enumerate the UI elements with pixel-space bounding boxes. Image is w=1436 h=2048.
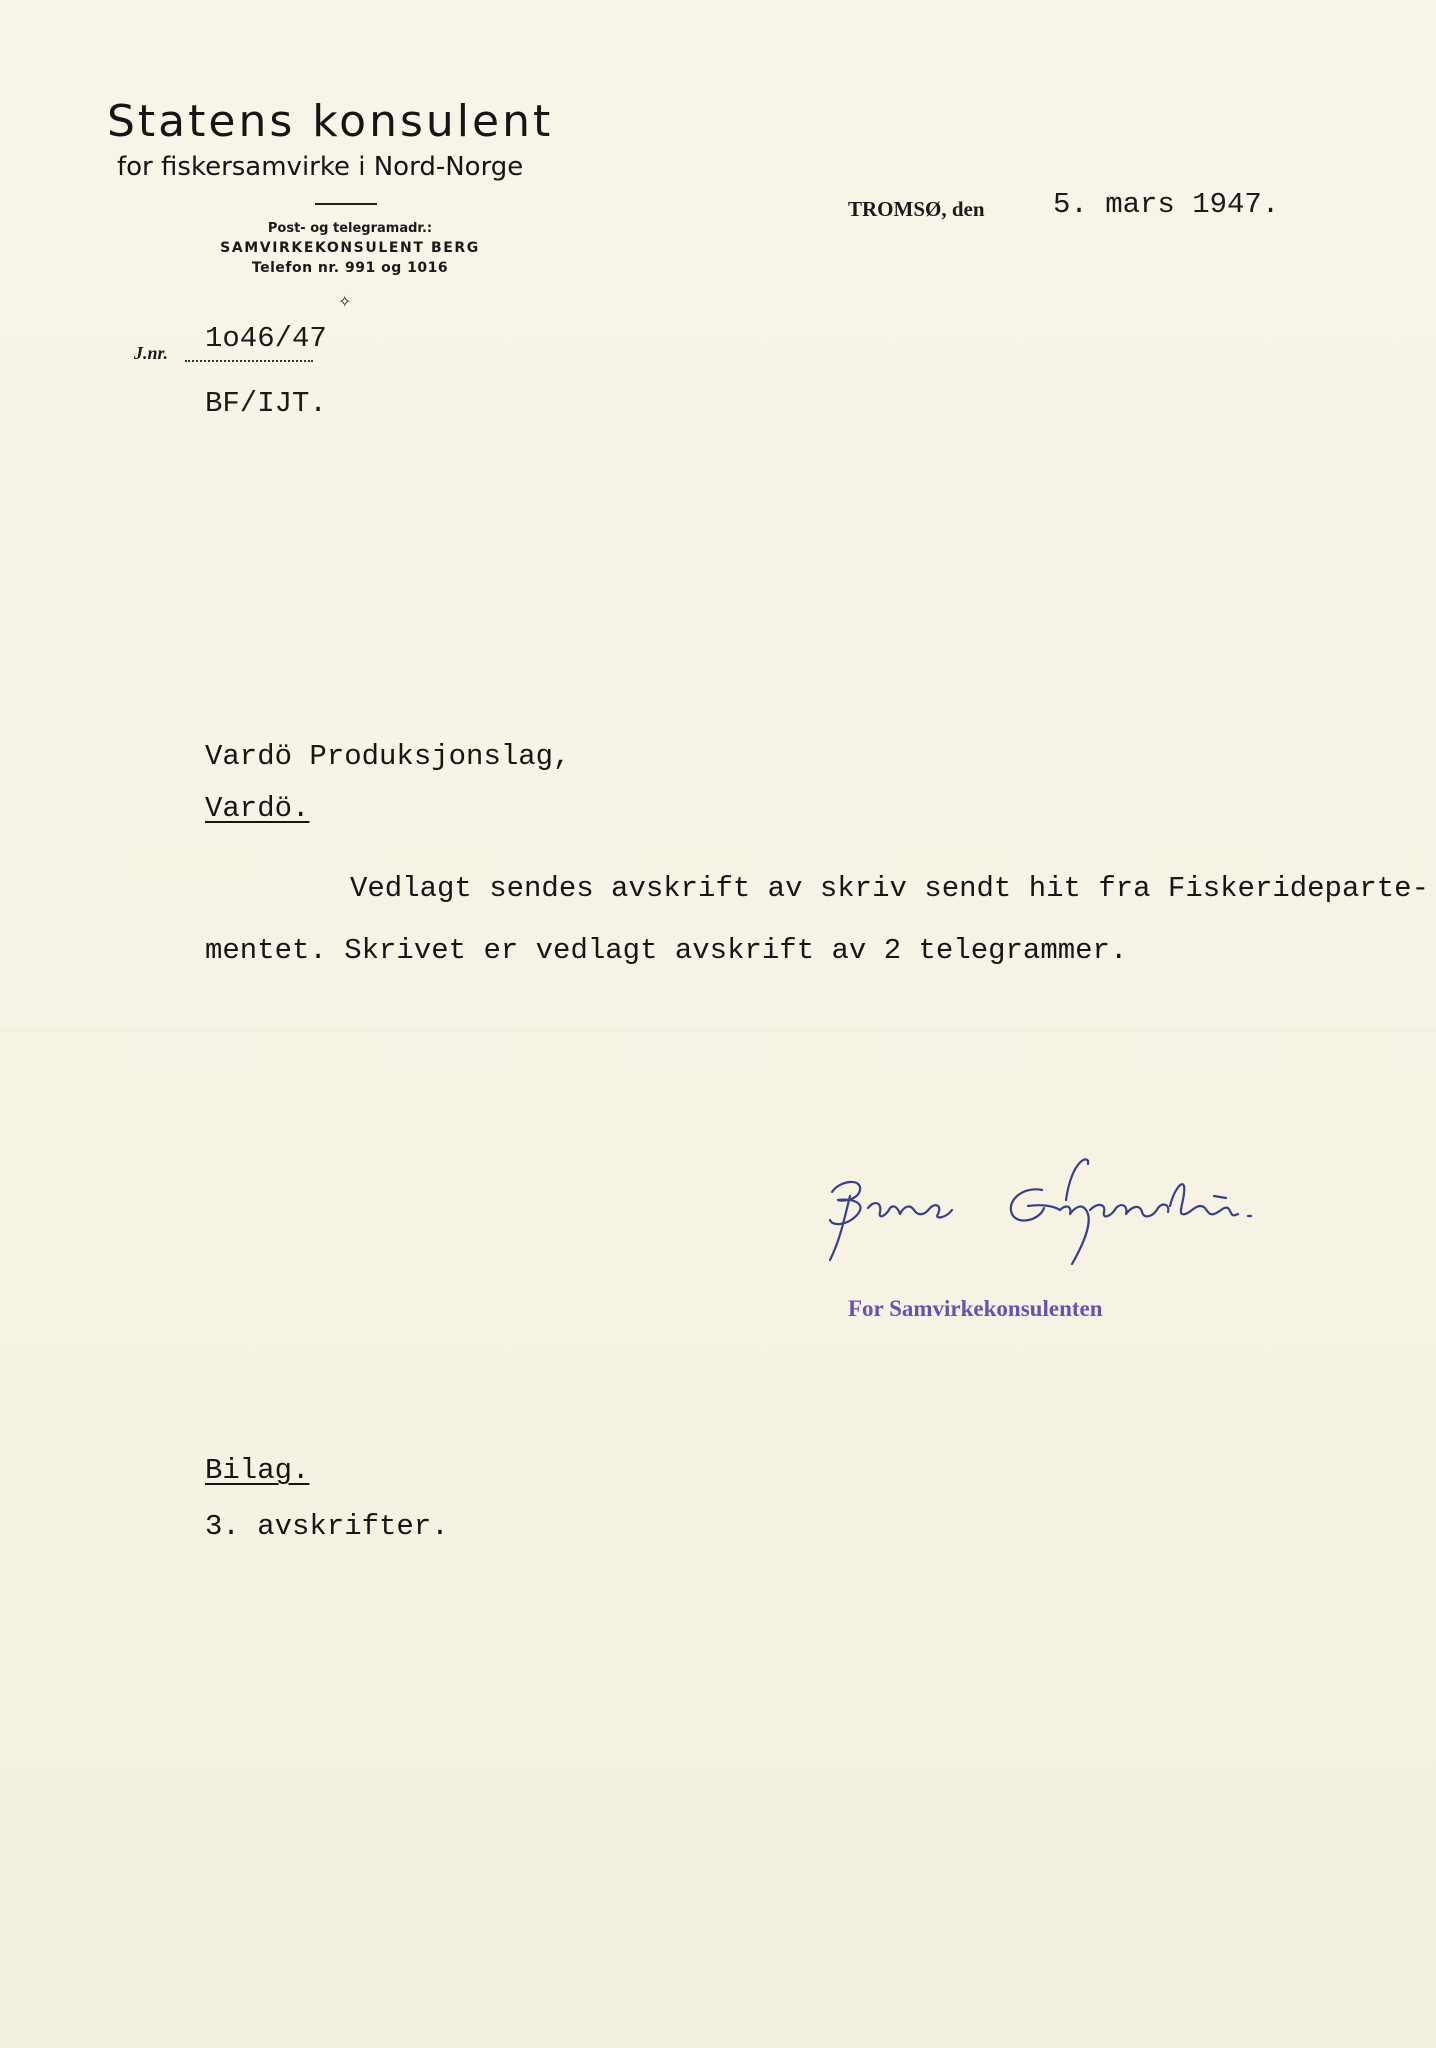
paper-fold — [0, 1030, 1436, 1031]
reference-initials: BF/IJT. — [205, 387, 327, 420]
journal-dotted-line — [185, 360, 313, 362]
body-line-1: Vedlagt sendes avskrift av skriv sendt hit fra Fiskerideparte- — [350, 872, 1429, 905]
letterhead-title: Statens konsulent — [107, 96, 554, 147]
body-line-2: mentet. Skrivet er vedlagt avskrift av 2 telegrammer. — [205, 934, 1128, 967]
handwritten-signature — [810, 1150, 1290, 1270]
journal-label: J.nr. — [134, 343, 169, 363]
signature-stamp: For Samvirkekonsulenten — [848, 1296, 1103, 1321]
journal-number: 1o46/47 — [205, 322, 327, 355]
letterhead-contact — [200, 220, 500, 278]
letterhead-subtitle: for fiskersamvirke i Nord-Norge — [117, 152, 524, 182]
place-label: TROMSØ, den — [848, 197, 985, 221]
attachments-heading: Bilag. — [205, 1454, 310, 1487]
letterhead-divider — [315, 203, 377, 205]
recipient-name: Vardö Produksjonslag, — [205, 740, 571, 773]
letter-date: 5. mars 1947. — [1053, 188, 1280, 221]
contact-phone: Telefon nr. 991 og 1016 — [251, 260, 449, 276]
attachments-item: 3. avskrifter. — [205, 1510, 449, 1543]
contact-name: SAMVIRKEKONSULENT BERG — [220, 240, 480, 256]
recipient-city: Vardö. — [205, 792, 310, 825]
contact-label: Post- og telegramadr.: — [267, 221, 433, 236]
ornament-icon: ✧ — [338, 294, 352, 311]
